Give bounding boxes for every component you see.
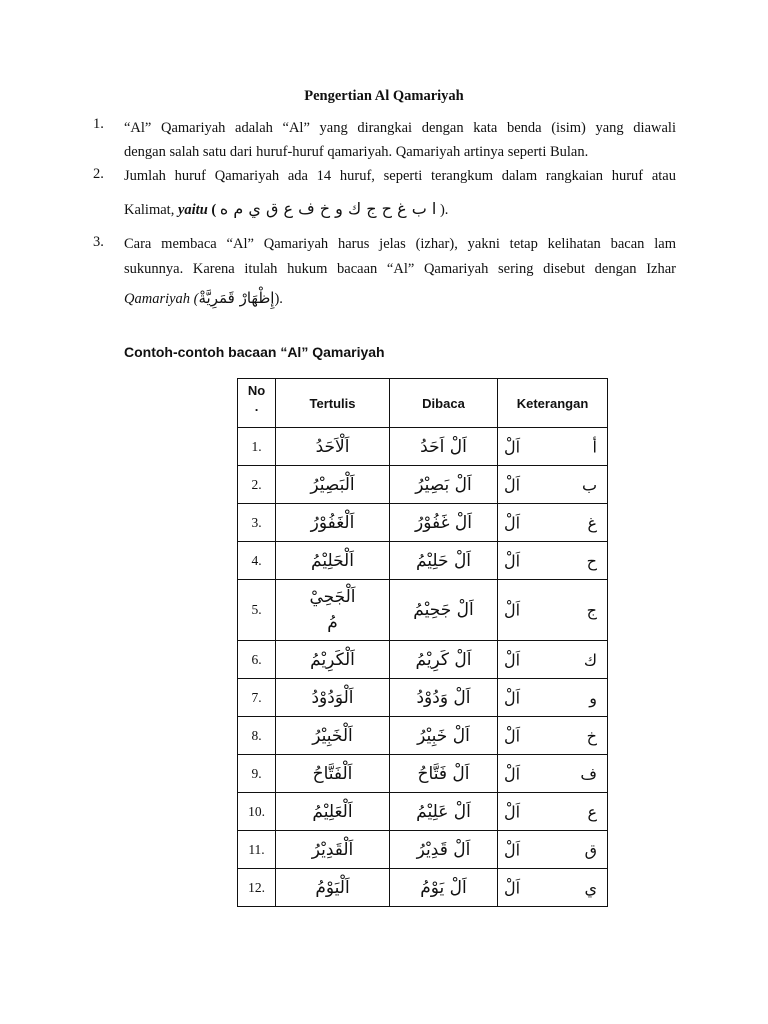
close-paren: ). (436, 202, 449, 218)
qamariyah-letter: ي (584, 878, 597, 897)
row-number: 12. (238, 869, 276, 907)
al-prefix: اَلْ (504, 878, 521, 897)
header-keterangan: Keterangan (498, 379, 608, 428)
qamariyah-letter: خ (586, 726, 597, 745)
tertulis-cell: اَلْعَلِيْمُ (276, 793, 390, 831)
qamariyah-label: Qamariyah ( (124, 291, 199, 307)
table-row (238, 679, 608, 717)
keterangan-cell (498, 831, 608, 869)
open-paren: ( (207, 202, 220, 218)
tertulis-part-1: اَلْجَحِيْ (309, 587, 356, 607)
row-number: 8. (238, 717, 276, 755)
table-row (238, 869, 608, 907)
item-line: “Al” Qamariyah adalah “Al” yang dirangkai dengan kata benda (isim) yang diawali (124, 120, 676, 136)
al-prefix: اَلْ (504, 764, 521, 783)
item-line (124, 287, 676, 310)
row-number: 9. (238, 755, 276, 793)
keterangan-cell (498, 542, 608, 580)
qamariyah-letter: ف (580, 764, 597, 783)
item-line: Cara membaca “Al” Qamariyah harus jelas (izhar), yakni tetap kelihatan bacan lam (124, 236, 676, 252)
row-number: 11. (238, 831, 276, 869)
keterangan-cell (498, 466, 608, 504)
row-number: 1. (238, 428, 276, 466)
item-line: sukunnya. Karena itulah hukum bacaan “Al” Qamariyah sering disebut dengan Izhar (124, 261, 676, 277)
dibaca-cell: اَلْ خَبِيْرُ (390, 717, 498, 755)
qamariyah-letter: ج (586, 600, 597, 620)
qamariyah-letter: و (589, 688, 597, 707)
item-line: dengan salah satu dari huruf-huruf qamariyah. Qamariyah artinya seperti Bulan. (124, 144, 589, 160)
dibaca-cell: اَلْ جَحِيْمُ (390, 580, 498, 641)
qamariyah-letter: أ (592, 437, 597, 456)
tertulis-cell: اَلْغَفُوْرُ (276, 504, 390, 542)
dibaca-cell: اَلْ قَدِيْرُ (390, 831, 498, 869)
tertulis-cell: اَلْقَدِيْرُ (276, 831, 390, 869)
tertulis-part-2: مُ (327, 613, 338, 633)
dibaca-cell: اَلْ بَصِيْرُ (390, 466, 498, 504)
qamariyah-letter: ح (586, 551, 597, 570)
al-prefix: اَلْ (504, 726, 521, 745)
dibaca-cell: اَلْ يَوْمُ (390, 869, 498, 907)
al-prefix: اَلْ (504, 437, 521, 456)
keterangan-cell (498, 504, 608, 542)
table-row (238, 428, 608, 466)
item-text (124, 166, 676, 221)
qamariyah-letter: ك (583, 650, 597, 669)
tertulis-cell: اَلْفَتَّاحُ (276, 755, 390, 793)
item-line (124, 198, 676, 221)
table-row (238, 831, 608, 869)
qamariyah-letter: ب (581, 475, 597, 494)
line-prefix: Kalimat, (124, 202, 178, 218)
row-number: 10. (238, 793, 276, 831)
yaitu-label: yaitu (177, 202, 208, 218)
tertulis-cell: اَلْكَرِيْمُ (276, 641, 390, 679)
al-prefix: اَلْ (504, 551, 521, 570)
table-row (238, 504, 608, 542)
keterangan-cell (498, 755, 608, 793)
dibaca-cell: اَلْ حَلِيْمُ (390, 542, 498, 580)
tertulis-cell: اَلْوَدُوْدُ (276, 679, 390, 717)
table-row (238, 717, 608, 755)
table-row (238, 542, 608, 580)
tertulis-cell: اَلْحَلِيْمُ (276, 542, 390, 580)
arabic-letters: ا ب غ ح ج ك و خ ف ع ق ي م ه (219, 199, 437, 218)
al-prefix: اَلْ (504, 600, 521, 620)
tertulis-cell: اَلْبَصِيْرُ (276, 466, 390, 504)
keterangan-cell (498, 641, 608, 679)
row-number: 3. (238, 504, 276, 542)
page-title: Pengertian Al Qamariyah (304, 88, 464, 104)
dibaca-cell: اَلْ كَرِيْمُ (390, 641, 498, 679)
table-row (238, 466, 608, 504)
examples-table (237, 378, 608, 907)
item-number: 2. (93, 166, 104, 182)
close-paren: ). (274, 291, 283, 307)
row-number: 4. (238, 542, 276, 580)
tertulis-cell: اَلْخَبِيْرُ (276, 717, 390, 755)
dibaca-cell: اَلْ غَفُوْرُ (390, 504, 498, 542)
examples-subtitle: Contoh-contoh bacaan “Al” Qamariyah (124, 344, 385, 360)
keterangan-cell (498, 580, 608, 641)
row-number: 7. (238, 679, 276, 717)
item-text (124, 234, 676, 310)
keterangan-cell (498, 717, 608, 755)
al-prefix: اَلْ (504, 475, 521, 494)
row-number: 6. (238, 641, 276, 679)
al-prefix: اَلْ (504, 513, 521, 532)
tertulis-cell: اَلْيَوْمُ (276, 869, 390, 907)
header-tertulis: Tertulis (276, 379, 390, 428)
qamariyah-letter: ق (584, 840, 597, 859)
row-number: 5. (238, 580, 276, 641)
keterangan-cell (498, 793, 608, 831)
keterangan-cell (498, 869, 608, 907)
qamariyah-letter: غ (587, 513, 597, 532)
qamariyah-letter: ع (587, 802, 597, 821)
table-header-row (238, 379, 608, 428)
item-number: 3. (93, 234, 104, 250)
header-dibaca: Dibaca (390, 379, 498, 428)
dibaca-cell: اَلْ فَتَّاحُ (390, 755, 498, 793)
tertulis-cell: اَلْاَحَدُ (276, 428, 390, 466)
al-prefix: اَلْ (504, 688, 521, 707)
al-prefix: اَلْ (504, 802, 521, 821)
item-number: 1. (93, 116, 104, 132)
al-prefix: اَلْ (504, 840, 521, 859)
table-row (238, 793, 608, 831)
table-row (238, 755, 608, 793)
dibaca-cell: اَلْ وَدُوْدُ (390, 679, 498, 717)
tertulis-cell (276, 580, 390, 641)
keterangan-cell (498, 679, 608, 717)
keterangan-cell (498, 428, 608, 466)
item-text (124, 116, 676, 164)
al-prefix: اَلْ (504, 650, 521, 669)
row-number: 2. (238, 466, 276, 504)
dibaca-cell: اَلْ اَحَدُ (390, 428, 498, 466)
table-row (238, 641, 608, 679)
item-line: Jumlah huruf Qamariyah ada 14 huruf, seperti terangkum dalam rangkaian huruf atau (124, 168, 676, 184)
dibaca-cell: اَلْ عَلِيْمُ (390, 793, 498, 831)
arabic-izhar: إِظْهَارْ قَمَرِيَّةْ (198, 289, 275, 307)
table-row (238, 580, 608, 641)
header-no: No . (238, 379, 276, 428)
